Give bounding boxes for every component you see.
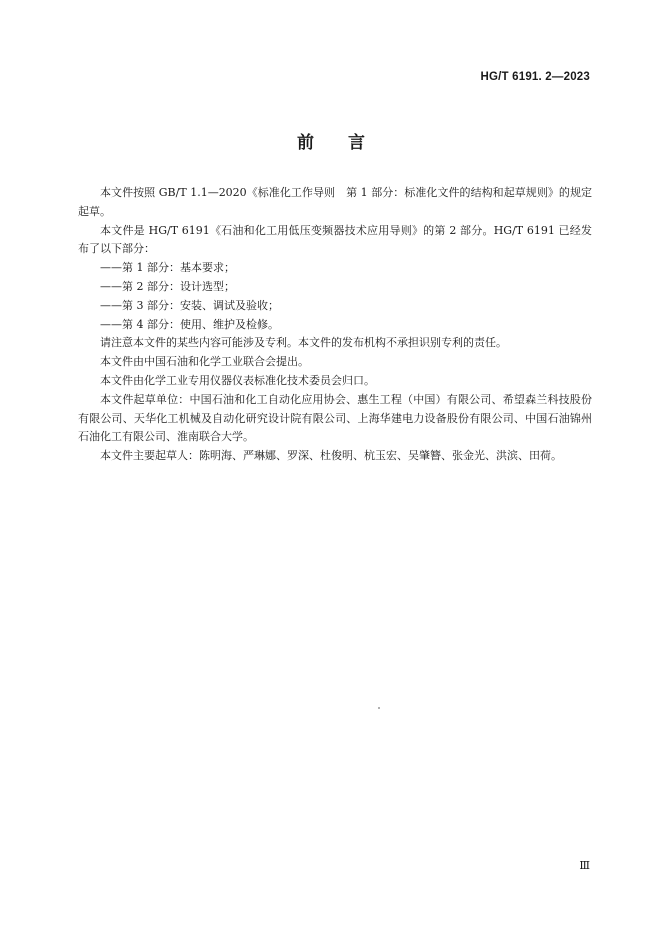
paragraph-series-intro: 本文件是 HG/T 6191《石油和化工用低压变频器技术应用导则》的第 2 部分。HG/T 6191 已经发布了以下部分： <box>78 223 592 256</box>
document-body <box>78 184 592 466</box>
list-item-part-3: ——第 3 部分：安装、调试及验收； <box>100 298 279 312</box>
list-item-part-1: ——第 1 部分：基本要求； <box>100 261 235 275</box>
scan-speck <box>378 707 380 709</box>
list-item-part-4: ——第 4 部分：使用、维护及检修。 <box>100 317 279 331</box>
paragraph-drafting-rules: 本文件按照 GB/T 1.1—2020《标准化工作导则 第 1 部分：标准化文件的结构和起草规则》的规定起草。 <box>78 186 592 218</box>
page-title: 前言 <box>297 133 399 153</box>
paragraph-drafters: 本文件主要起草人：陈明海、严琳娜、罗深、杜俊明、杭玉宏、吴肇簪、张金光、洪滨、田荷。 <box>100 449 562 463</box>
list-item-part-2: ——第 2 部分：设计选型； <box>100 279 235 293</box>
document-code: HG/T 6191. 2—2023 <box>480 71 590 83</box>
paragraph-proposer: 本文件由中国石油和化学工业联合会提出。 <box>100 355 309 369</box>
paragraph-committee: 本文件由化学工业专用仪器仪表标准化技术委员会归口。 <box>100 373 375 387</box>
page-number: Ⅲ <box>579 859 590 872</box>
paragraph-patent-notice: 请注意本文件的某些内容可能涉及专利。本文件的发布机构不承担识别专利的责任。 <box>100 336 507 350</box>
paragraph-drafting-units: 本文件起草单位：中国石油和化工自动化应用协会、惠生工程（中国）有限公司、希望森兰科技股份有限公司、天华化工机械及自动化研究设计院有限公司、上海华建电力设备股份有限公司、中国石油锦州石油化工有限公司、淮南联合大学。 <box>78 392 592 444</box>
